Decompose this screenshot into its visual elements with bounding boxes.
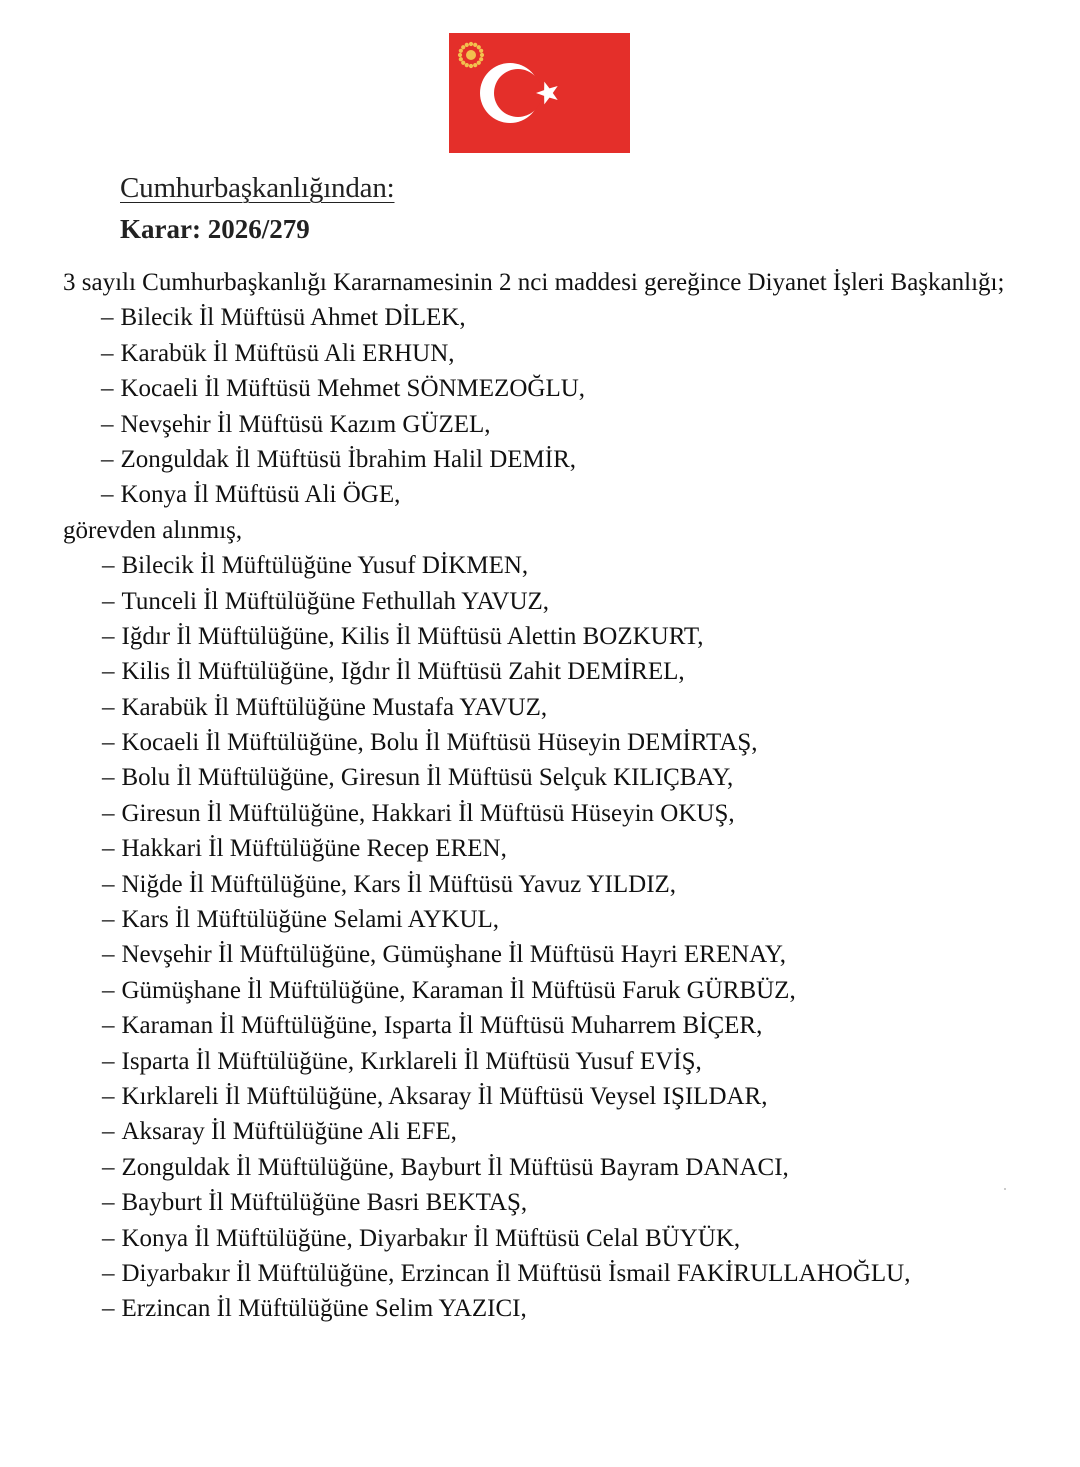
- sun-core: [466, 50, 476, 60]
- list-item: [0, 690, 1080, 725]
- list-item: [0, 1079, 1080, 1114]
- sun-star: [469, 42, 473, 46]
- list-item-text: Hakkari İl Müftülüğüne Recep EREN,: [121, 835, 507, 863]
- list-item-text: Kocaeli İl Müftüsü Mehmet SÖNMEZOĞLU,: [120, 375, 586, 403]
- list-item-text: Nevşehir İl Müftülüğüne, Gümüşhane İl Müftüsü Hayri ERENAY,: [121, 941, 787, 969]
- dash-bullet: –: [101, 481, 114, 509]
- list-item-text: Kocaeli İl Müftülüğüne, Bolu İl Müftüsü Hüseyin DEMİRTAŞ,: [121, 729, 758, 757]
- list-item-text: Kırklareli İl Müftülüğüne, Aksaray İl Müftüsü Veysel IŞILDAR,: [121, 1082, 768, 1110]
- issuer-title: Cumhurbaşkanlığından:: [120, 172, 395, 204]
- dash-bullet: –: [102, 941, 115, 969]
- dash-bullet: –: [102, 764, 115, 792]
- list-item: [0, 477, 1080, 512]
- sun-star: [461, 45, 465, 49]
- dash-bullet: –: [102, 693, 115, 721]
- dash-bullet: –: [102, 1259, 115, 1287]
- sun-star: [480, 53, 484, 57]
- list-item-text: Karabük İl Müftülüğüne Mustafa YAVUZ,: [121, 693, 548, 721]
- dash-bullet: –: [101, 445, 114, 473]
- list-item-text: Gümüşhane İl Müftülüğüne, Karaman İl Müftüsü Faruk GÜRBÜZ,: [121, 976, 796, 1004]
- dash-bullet: –: [102, 1012, 115, 1040]
- list-item: [0, 300, 1080, 335]
- sun-star: [461, 61, 465, 65]
- dash-bullet: –: [102, 587, 115, 615]
- list-item-text: Bilecik İl Müftülüğüne Yusuf DİKMEN,: [121, 552, 529, 580]
- dash-bullet: –: [102, 1118, 115, 1146]
- dash-bullet: –: [102, 622, 115, 650]
- sun-star: [465, 63, 469, 67]
- list-item: [0, 336, 1080, 371]
- sun-star: [473, 63, 477, 67]
- dash-bullet: –: [102, 1082, 115, 1110]
- dash-bullet: –: [102, 1295, 115, 1323]
- list-item: [0, 1221, 1080, 1256]
- sun-emblem-icon: [458, 42, 484, 68]
- dash-bullet: –: [102, 729, 115, 757]
- sun-star: [473, 43, 477, 47]
- dash-bullet: –: [102, 906, 115, 934]
- list-item: [0, 584, 1080, 619]
- list-item: [0, 654, 1080, 689]
- dash-bullet: –: [102, 976, 115, 1004]
- dash-bullet: –: [101, 304, 114, 332]
- sun-star: [458, 53, 462, 57]
- list-item-text: Zonguldak İl Müftüsü İbrahim Halil DEMİR,: [120, 445, 576, 473]
- list-item: [0, 1114, 1080, 1149]
- sun-star: [479, 57, 483, 61]
- list-item-text: Konya İl Müftülüğüne, Diyarbakır İl Müftüsü Celal BÜYÜK,: [121, 1224, 741, 1252]
- list-item: [0, 371, 1080, 406]
- list-item: [0, 937, 1080, 972]
- list-item-text: Nevşehir İl Müftüsü Kazım GÜZEL,: [120, 410, 491, 438]
- presidential-flag-icon: [449, 33, 630, 153]
- decision-number: Karar: 2026/279: [120, 214, 310, 244]
- dash-bullet: –: [102, 1153, 115, 1181]
- list-item: [0, 1008, 1080, 1043]
- flag-graphic: [449, 33, 630, 153]
- list-item: [0, 902, 1080, 937]
- list-item-text: Bolu İl Müftülüğüne, Giresun İl Müftüsü Selçuk KILIÇBAY,: [121, 764, 734, 792]
- list-item-text: Iğdır İl Müftülüğüne, Kilis İl Müftüsü Alettin BOZKURT,: [121, 622, 704, 650]
- decree-body: [0, 265, 1080, 1327]
- dash-bullet: –: [102, 552, 115, 580]
- list-item-text: Tunceli İl Müftülüğüne Fethullah YAVUZ,: [121, 587, 550, 615]
- sun-star: [459, 57, 463, 61]
- list-item-text: Karabük İl Müftüsü Ali ERHUN,: [120, 339, 455, 367]
- sun-star: [477, 45, 481, 49]
- list-item-text: Diyarbakır İl Müftülüğüne, Erzincan İl Müftüsü İsmail FAKİRULLAHOĞLU,: [121, 1259, 911, 1287]
- dash-bullet: –: [102, 835, 115, 863]
- dash-bullet: –: [102, 799, 115, 827]
- removed-label: görevden alınmış,: [63, 516, 243, 544]
- list-item: [0, 867, 1080, 902]
- list-item: [0, 619, 1080, 654]
- removed-list: [0, 300, 1080, 512]
- dash-bullet: –: [102, 658, 115, 686]
- list-item-text: Konya İl Müftüsü Ali ÖGE,: [120, 481, 401, 509]
- sun-star: [479, 49, 483, 53]
- list-item: [0, 831, 1080, 866]
- intro-paragraph: 3 sayılı Cumhurbaşkanlığı Kararnamesinin 2 nci maddesi gereğince Diyanet İşleri Başkanlığı;: [63, 269, 1005, 296]
- list-item: [0, 548, 1080, 583]
- list-item-text: Kilis İl Müftülüğüne, Iğdır İl Müftüsü Zahit DEMİREL,: [121, 658, 685, 686]
- list-item: [0, 1291, 1080, 1326]
- dash-bullet: –: [101, 375, 114, 403]
- sun-star: [469, 64, 473, 68]
- crescent-inner: [494, 69, 542, 117]
- list-item: [0, 407, 1080, 442]
- list-item: [0, 973, 1080, 1008]
- list-item: [0, 1256, 1080, 1291]
- list-item-text: Aksaray İl Müftülüğüne Ali EFE,: [121, 1118, 457, 1146]
- list-item-text: Kars İl Müftülüğüne Selami AYKUL,: [121, 906, 500, 934]
- dash-bullet: –: [102, 870, 115, 898]
- dash-bullet: –: [101, 410, 114, 438]
- sun-star: [477, 61, 481, 65]
- sun-star: [459, 49, 463, 53]
- scan-artifact: [1004, 1188, 1006, 1190]
- list-item-text: Giresun İl Müftülüğüne, Hakkari İl Müftüsü Hüseyin OKUŞ,: [121, 799, 735, 827]
- dash-bullet: –: [102, 1189, 115, 1217]
- list-item-text: Niğde İl Müftülüğüne, Kars İl Müftüsü Yavuz YILDIZ,: [121, 870, 677, 898]
- list-item-text: Bilecik İl Müftüsü Ahmet DİLEK,: [120, 304, 466, 332]
- list-item: [0, 796, 1080, 831]
- list-item-text: Erzincan İl Müftülüğüne Selim YAZICI,: [121, 1295, 527, 1323]
- list-item: [0, 760, 1080, 795]
- list-item: [0, 1150, 1080, 1185]
- list-item: [0, 1185, 1080, 1220]
- dash-bullet: –: [101, 339, 114, 367]
- list-item-text: Isparta İl Müftülüğüne, Kırklareli İl Müftüsü Yusuf EVİŞ,: [121, 1047, 702, 1075]
- list-item-text: Zonguldak İl Müftülüğüne, Bayburt İl Müftüsü Bayram DANACI,: [121, 1153, 789, 1181]
- list-item-text: Bayburt İl Müftülüğüne Basri BEKTAŞ,: [121, 1189, 528, 1217]
- list-item-text: Karaman İl Müftülüğüne, Isparta İl Müftüsü Muharrem BİÇER,: [121, 1012, 763, 1040]
- sun-star: [465, 43, 469, 47]
- list-item: [0, 1044, 1080, 1079]
- list-item: [0, 725, 1080, 760]
- dash-bullet: –: [102, 1047, 115, 1075]
- appointment-list: [0, 548, 1080, 1327]
- list-item: [0, 442, 1080, 477]
- dash-bullet: –: [102, 1224, 115, 1252]
